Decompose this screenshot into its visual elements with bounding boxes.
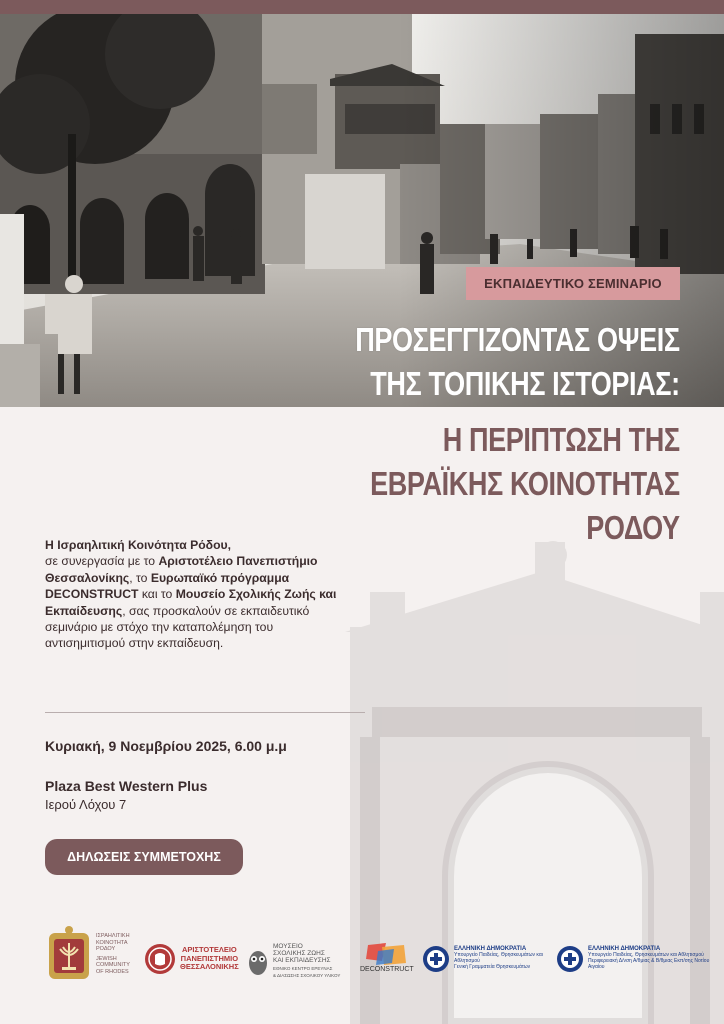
logo-greek-ministry-2: [556, 945, 714, 973]
intro-part-1: σε συνεργασία με το: [45, 554, 159, 569]
jcr-line: JEWISH: [96, 955, 117, 962]
title-line-2: ΤΗΣ ΤΟΠΙΚΗΣ ΙΣΤΟΡΙΑΣ:: [370, 365, 680, 402]
museum-line: ΜΟΥΣΕΙΟ: [273, 943, 303, 950]
ministry-2-text: [588, 947, 714, 970]
jcr-line: COMMUNITY: [96, 962, 130, 968]
museum-logo-text: [273, 943, 340, 979]
ministry-2-title: ΕΛΛΗΝΙΚΗ ΔΗΜΟΚΡΑΤΙΑ: [588, 946, 661, 953]
deconstruct-label: DECONSTRUCT: [360, 966, 414, 973]
title-line-5: ΡΟΔΟΥ: [586, 509, 680, 546]
museum-line: & ΔΙΑΣΩΣΗΣ ΣΧΟΛΙΚΟΥ ΥΛΙΚΟΥ: [273, 972, 341, 978]
seminar-type-badge: [466, 267, 680, 300]
logo-greek-ministry-1: [422, 945, 546, 973]
intro-part-2: , το: [129, 570, 151, 585]
org-museum: Μουσείο Σχολικής Ζωής και Εκπαίδευσης: [45, 587, 337, 618]
greek-emblem-icon: [422, 945, 450, 973]
logo-deconstruct: [360, 941, 414, 974]
title-line-1: ΠΡΟΣΕΓΓΙΖΟΝΤΑΣ ΟΨΕΙΣ: [355, 321, 680, 358]
museum-line: ΕΘΝΙΚΟ ΚΕΝΤΡΟ ΕΡΕΥΝΑΣ: [273, 965, 333, 971]
auth-logo-text: [180, 946, 239, 972]
jcr-line: ΚΟΙΝΟΤΗΤΑ: [96, 939, 128, 946]
owl-icon: [246, 946, 270, 976]
org-auth: Αριστοτέλειο Πανεπιστήμιο Θεσσαλονίκης: [45, 554, 318, 585]
event-address: Ιερού Λόχου 7: [45, 797, 127, 812]
event-date: Κυριακή, 9 Νοεμβρίου 2025, 6.00 μ.μ: [45, 738, 287, 754]
greek-emblem-icon: [556, 945, 584, 973]
ministry-1-title: ΕΛΛΗΝΙΚΗ ΔΗΜΟΚΡΑΤΙΑ: [454, 946, 527, 953]
org-jewish-community: Η Ισραηλιτική Κοινότητα Ρόδου,: [45, 538, 231, 552]
invitation-text: [45, 537, 345, 652]
jcr-line: OF RHODES: [96, 968, 129, 975]
divider: [45, 712, 365, 713]
event-venue: Plaza Best Western Plus: [45, 778, 208, 794]
jcr-line: ΡΟΔΟΥ: [96, 946, 116, 952]
auth-line: ΑΡΙΣΤΟΤΕΛΕΙΟ: [181, 945, 237, 955]
title-line-3: Η ΠΕΡΙΠΤΩΣΗ ΤΗΣ: [443, 421, 680, 458]
museum-line: ΣΧΟΛΙΚΗΣ ΖΩΗΣ: [273, 950, 325, 958]
museum-line: ΚΑΙ ΕΚΠΑΙΔΕΥΣΗΣ: [273, 957, 331, 965]
intro-part-3: και το: [138, 587, 176, 602]
ministry-1-text: [454, 947, 546, 970]
auth-line: ΘΕΣΣΑΛΟΝΙΚΗΣ: [180, 962, 239, 972]
ministry-1-line: Υπουργείο Παιδείας, Θρησκευμάτων και Αθλητισμού: [454, 952, 543, 964]
auth-line: ΠΑΝΕΠΙΣΤΗΜΙΟ: [180, 953, 239, 963]
intro-part-4: , σας προσκαλούν σε εκπαιδευτικό σεμινάριο με στόχο την καταπολέμηση του αντισημιτισμού στην εκπαίδευση.: [45, 603, 310, 651]
menorah-crest-icon: [46, 925, 92, 983]
ministry-2-line: Υπουργείο Παιδείας, Θρησκευμάτων και Αθλητισμού: [588, 952, 704, 959]
title-line-4: ΕΒΡΑΪΚΗΣ ΚΟΙΝΟΤΗΤΑΣ: [370, 465, 680, 502]
org-deconstruct: Ευρωπαϊκό πρόγραμμα DECONSTRUCT: [45, 570, 290, 602]
jcr-logo-text: [96, 933, 130, 975]
logo-school-museum: [246, 943, 340, 979]
deconstruct-mark-icon: [364, 941, 410, 967]
seminar-title: [356, 318, 680, 550]
logo-jewish-community-rhodes: [46, 925, 130, 983]
jcr-line: ΙΣΡΑΗΛΙΤΙΚΗ: [96, 933, 130, 939]
top-accent-bar: [0, 0, 724, 14]
registration-button[interactable]: ΔΗΛΩΣΕΙΣ ΣΥΜΜΕΤΟΧΗΣ: [45, 839, 243, 875]
partner-logos: [0, 925, 724, 995]
ministry-1-line: Γενική Γραμματεία Θρησκευμάτων: [454, 963, 531, 970]
ministry-2-line: Περιφερειακή Δ/νση Α/θμιας & Β/θμιας Εκπ/σης Νοτίου Αιγαίου: [588, 958, 710, 970]
auth-seal-icon: [144, 943, 176, 975]
seminar-type-label: ΕΚΠΑΙΔΕΥΤΙΚΟ ΣΕΜΙΝΑΡΙΟ: [484, 276, 662, 291]
logo-auth: [144, 943, 239, 975]
